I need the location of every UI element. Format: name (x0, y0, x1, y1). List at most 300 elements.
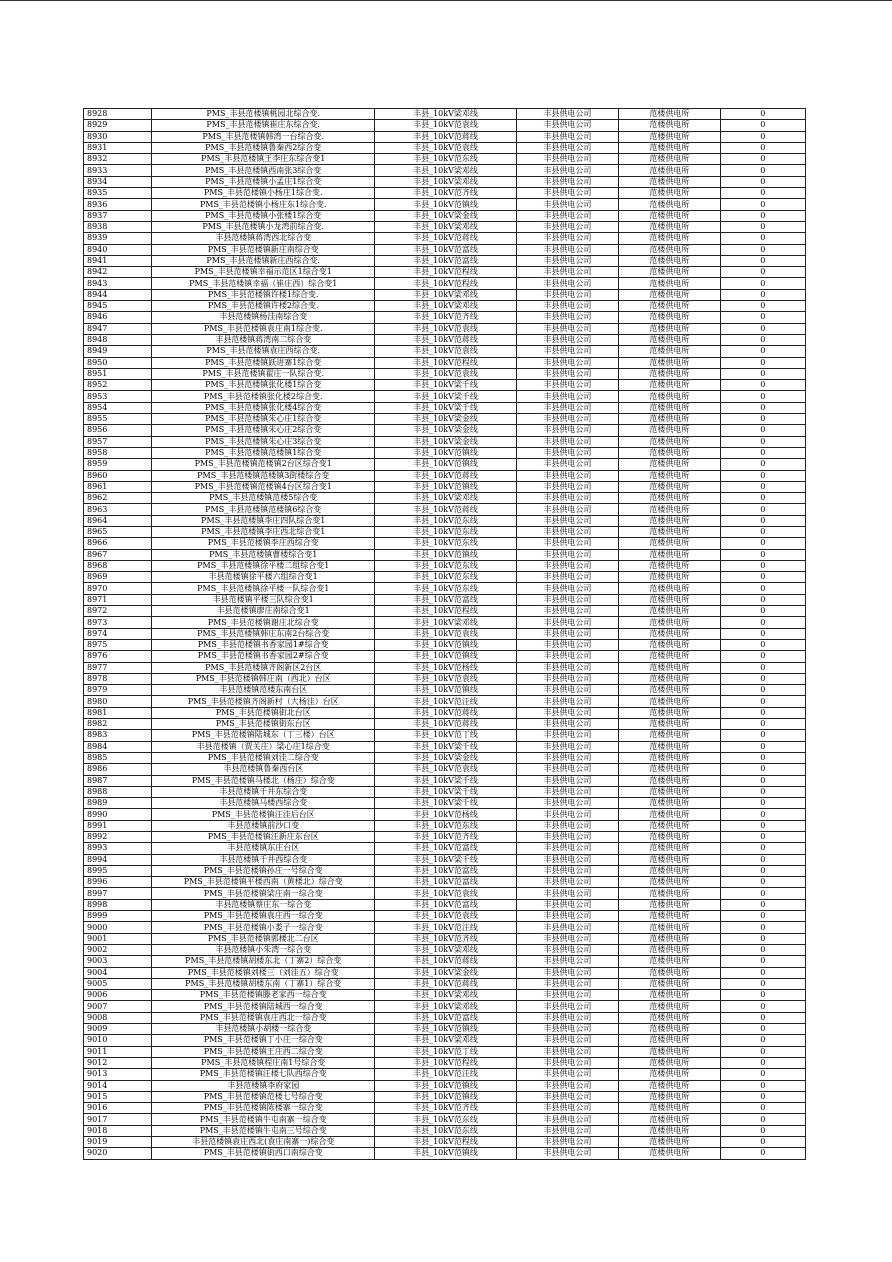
supply-station-cell: 范楼供电所 (619, 278, 721, 289)
station-name-cell: PMS_丰县范楼镇朱心庄1综合变 (152, 414, 375, 425)
station-name-cell: PMS_丰县范楼镇许楼2综合变. (152, 301, 375, 312)
supply-station-cell: 范楼供电所 (619, 696, 721, 707)
station-name-cell: 丰县范楼镇前沙口变 (152, 820, 375, 831)
value-cell: 0 (720, 956, 805, 967)
table-row (84, 1091, 806, 1102)
table-row (84, 1035, 806, 1046)
station-name-cell: PMS_丰县范楼镇范楼镇3街楼综合变 (152, 470, 375, 481)
supply-station-cell: 范楼供电所 (619, 120, 721, 131)
supply-station-cell: 范楼供电所 (619, 334, 721, 345)
feeder-line-cell: 丰县_10kV范蒋线 (375, 334, 516, 345)
feeder-line-cell: 丰县_10kV梁邓线 (375, 990, 516, 1001)
company-cell: 丰县供电公司 (516, 606, 619, 617)
station-name-cell: PMS_丰县范楼镇小杨庄1综合变. (152, 188, 375, 199)
station-name-cell: 丰县范楼镇千井东综合变 (152, 786, 375, 797)
row-id-cell: 8998 (84, 899, 152, 910)
value-cell: 0 (720, 210, 805, 221)
station-name-cell: PMS_丰县范楼镇新庄西综合变. (152, 255, 375, 266)
row-id-cell: 8981 (84, 707, 152, 718)
row-id-cell: 8983 (84, 730, 152, 741)
company-cell: 丰县供电公司 (516, 142, 619, 153)
table-row (84, 154, 806, 165)
company-cell: 丰县供电公司 (516, 673, 619, 684)
station-name-cell: PMS_丰县范楼镇刘楼三（刘洼五）综合变 (152, 967, 375, 978)
company-cell: 丰县供电公司 (516, 267, 619, 278)
table-row (84, 391, 806, 402)
company-cell: 丰县供电公司 (516, 368, 619, 379)
table-row (84, 414, 806, 425)
value-cell: 0 (720, 176, 805, 187)
table-row (84, 142, 806, 153)
feeder-line-cell: 丰县_10kV范镇线 (375, 549, 516, 560)
supply-station-cell: 范楼供电所 (619, 1024, 721, 1035)
feeder-line-cell: 丰县_10kV范富线 (375, 843, 516, 854)
row-id-cell: 8942 (84, 267, 152, 278)
row-id-cell: 8984 (84, 741, 152, 752)
table-row (84, 221, 806, 232)
value-cell: 0 (720, 549, 805, 560)
value-cell: 0 (720, 289, 805, 300)
value-cell: 0 (720, 933, 805, 944)
table-row (84, 752, 806, 763)
feeder-line-cell: 丰县_10kV范镇线 (375, 481, 516, 492)
station-name-cell: PMS_丰县范楼镇李庄四队综合变1 (152, 515, 375, 526)
company-cell: 丰县供电公司 (516, 199, 619, 210)
table-row (84, 583, 806, 594)
value-cell: 0 (720, 1069, 805, 1080)
feeder-line-cell: 丰县_10kV范蒋线 (375, 470, 516, 481)
value-cell: 0 (720, 515, 805, 526)
feeder-line-cell: 丰县_10kV范程线 (375, 606, 516, 617)
value-cell: 0 (720, 832, 805, 843)
company-cell: 丰县供电公司 (516, 560, 619, 571)
table-row (84, 436, 806, 447)
supply-station-cell: 范楼供电所 (619, 154, 721, 165)
row-id-cell: 9016 (84, 1103, 152, 1114)
feeder-line-cell: 丰县_10kV范东线 (375, 154, 516, 165)
value-cell: 0 (720, 639, 805, 650)
station-name-cell: PMS_丰县范楼镇范楼七号综合变 (152, 1091, 375, 1102)
row-id-cell: 8966 (84, 538, 152, 549)
row-id-cell: 8974 (84, 628, 152, 639)
row-id-cell: 8985 (84, 752, 152, 763)
row-id-cell: 9005 (84, 978, 152, 989)
station-name-cell: 丰县范楼镇蒋湾西北综合变 (152, 233, 375, 244)
feeder-line-cell: 丰县_10kV范齐线 (375, 1103, 516, 1114)
supply-station-cell: 范楼供电所 (619, 888, 721, 899)
feeder-line-cell: 丰县_10kV范镇线 (375, 199, 516, 210)
row-id-cell: 8954 (84, 402, 152, 413)
table-row (84, 493, 806, 504)
page-top-rule (0, 0, 892, 1)
table-row (84, 459, 806, 470)
row-id-cell: 8986 (84, 764, 152, 775)
row-id-cell: 8929 (84, 120, 152, 131)
feeder-line-cell: 丰县_10kV范东线 (375, 820, 516, 831)
company-cell: 丰县供电公司 (516, 1137, 619, 1148)
station-name-cell: 丰县范楼镇马楼西综合变 (152, 798, 375, 809)
feeder-line-cell: 丰县_10kV梁金线 (375, 210, 516, 221)
company-cell: 丰县供电公司 (516, 1103, 619, 1114)
station-name-cell: PMS_丰县范楼镇朱心庄3综合变 (152, 436, 375, 447)
company-cell: 丰县供电公司 (516, 255, 619, 266)
company-cell: 丰县供电公司 (516, 990, 619, 1001)
table-row (84, 662, 806, 673)
table-row (84, 447, 806, 458)
supply-station-cell: 范楼供电所 (619, 515, 721, 526)
station-name-cell: PMS_丰县范楼镇小龙湾前综合变. (152, 221, 375, 232)
row-id-cell: 8941 (84, 255, 152, 266)
station-name-cell: PMS_丰县范楼镇袁庄西综合变. (152, 346, 375, 357)
row-id-cell: 8928 (84, 109, 152, 120)
station-name-cell: PMS_丰县范楼镇翟庄一队综合变. (152, 368, 375, 379)
row-id-cell: 8977 (84, 662, 152, 673)
company-cell: 丰县供电公司 (516, 391, 619, 402)
row-id-cell: 8950 (84, 357, 152, 368)
station-name-cell: PMS_丰县范楼镇汪洼后台区 (152, 809, 375, 820)
company-cell: 丰县供电公司 (516, 1035, 619, 1046)
row-id-cell: 9020 (84, 1148, 152, 1159)
row-id-cell: 8951 (84, 368, 152, 379)
value-cell: 0 (720, 854, 805, 865)
table-row (84, 1080, 806, 1091)
row-id-cell: 9008 (84, 1012, 152, 1023)
value-cell: 0 (720, 696, 805, 707)
feeder-line-cell: 丰县_10kV范富线 (375, 865, 516, 876)
table-row (84, 899, 806, 910)
value-cell: 0 (720, 526, 805, 537)
station-name-cell: PMS_丰县范楼镇街东台区 (152, 719, 375, 730)
feeder-line-cell: 丰县_10kV范程线 (375, 357, 516, 368)
supply-station-cell: 范楼供电所 (619, 267, 721, 278)
station-name-cell: 丰县范楼镇小胡楼一综合变 (152, 1024, 375, 1035)
row-id-cell: 8944 (84, 289, 152, 300)
company-cell: 丰县供电公司 (516, 696, 619, 707)
supply-station-cell: 范楼供电所 (619, 221, 721, 232)
table-row (84, 109, 806, 120)
station-name-cell: 丰县范楼镇东庄台区 (152, 843, 375, 854)
row-id-cell: 8936 (84, 199, 152, 210)
station-name-cell: PMS_丰县范楼镇跃进寨1综合变 (152, 357, 375, 368)
supply-station-cell: 范楼供电所 (619, 719, 721, 730)
table-row (84, 933, 806, 944)
supply-station-cell: 范楼供电所 (619, 402, 721, 413)
table-row (84, 730, 806, 741)
company-cell: 丰县供电公司 (516, 944, 619, 955)
row-id-cell: 9010 (84, 1035, 152, 1046)
company-cell: 丰县供电公司 (516, 526, 619, 537)
feeder-line-cell: 丰县_10kV范东线 (375, 1125, 516, 1136)
supply-station-cell: 范楼供电所 (619, 978, 721, 989)
feeder-line-cell: 丰县_10kV范东线 (375, 538, 516, 549)
station-name-cell: PMS_丰县范楼镇胡楼东南（丁寨1）综合变 (152, 978, 375, 989)
value-cell: 0 (720, 560, 805, 571)
value-cell: 0 (720, 131, 805, 142)
table-row (84, 707, 806, 718)
supply-station-cell: 范楼供电所 (619, 447, 721, 458)
table-row (84, 651, 806, 662)
station-name-cell: PMS_丰县范楼镇韩湾一台综合变. (152, 131, 375, 142)
table-row (84, 1103, 806, 1114)
row-id-cell: 9000 (84, 922, 152, 933)
feeder-line-cell: 丰县_10kV范蒋线 (375, 978, 516, 989)
supply-station-cell: 范楼供电所 (619, 662, 721, 673)
value-cell: 0 (720, 662, 805, 673)
feeder-line-cell: 丰县_10kV梁邓线 (375, 617, 516, 628)
station-name-cell: PMS_丰县范楼镇王李庄东综合变1 (152, 154, 375, 165)
company-cell: 丰县供电公司 (516, 798, 619, 809)
value-cell: 0 (720, 922, 805, 933)
company-cell: 丰县供电公司 (516, 233, 619, 244)
station-name-cell: PMS_丰县范楼镇范楼镇1综合变 (152, 447, 375, 458)
company-cell: 丰县供电公司 (516, 662, 619, 673)
value-cell: 0 (720, 820, 805, 831)
row-id-cell: 8999 (84, 911, 152, 922)
row-id-cell: 9019 (84, 1137, 152, 1148)
value-cell: 0 (720, 752, 805, 763)
supply-station-cell: 范楼供电所 (619, 651, 721, 662)
company-cell: 丰县供电公司 (516, 334, 619, 345)
supply-station-cell: 范楼供电所 (619, 436, 721, 447)
supply-station-cell: 范楼供电所 (619, 741, 721, 752)
row-id-cell: 9017 (84, 1114, 152, 1125)
value-cell: 0 (720, 436, 805, 447)
station-name-cell: 丰县范楼镇范楼东南台区 (152, 685, 375, 696)
supply-station-cell: 范楼供电所 (619, 188, 721, 199)
company-cell: 丰县供电公司 (516, 120, 619, 131)
company-cell: 丰县供电公司 (516, 470, 619, 481)
table-row (84, 1012, 806, 1023)
feeder-line-cell: 丰县_10kV范镇线 (375, 459, 516, 470)
feeder-line-cell: 丰县_10kV范汪线 (375, 1069, 516, 1080)
station-name-cell: 丰县范楼镇千井西综合变 (152, 854, 375, 865)
supply-station-cell: 范楼供电所 (619, 583, 721, 594)
supply-station-cell: 范楼供电所 (619, 1148, 721, 1159)
value-cell: 0 (720, 188, 805, 199)
station-name-cell: PMS_丰县范楼镇徐平楼一队综合变1 (152, 583, 375, 594)
feeder-line-cell: 丰县_10kV范程线 (375, 1057, 516, 1068)
row-id-cell: 9006 (84, 990, 152, 1001)
station-name-cell: PMS_丰县范楼镇胡楼东北（丁寨2）综合变 (152, 956, 375, 967)
table-row (84, 594, 806, 605)
supply-station-cell: 范楼供电所 (619, 877, 721, 888)
station-name-cell: PMS_丰县范楼镇韩庄东南2台综合变 (152, 628, 375, 639)
value-cell: 0 (720, 154, 805, 165)
company-cell: 丰县供电公司 (516, 572, 619, 583)
company-cell: 丰县供电公司 (516, 764, 619, 775)
feeder-line-cell: 丰县_10kV梁千线 (375, 741, 516, 752)
table-row (84, 267, 806, 278)
feeder-line-cell: 丰县_10kV范富线 (375, 594, 516, 605)
station-name-cell: 丰县范楼镇杨洼南综合变 (152, 312, 375, 323)
company-cell: 丰县供电公司 (516, 1114, 619, 1125)
station-name-cell: PMS_丰县范楼镇汪新庄东台区 (152, 832, 375, 843)
feeder-line-cell: 丰县_10kV范镇线 (375, 639, 516, 650)
table-row (84, 854, 806, 865)
value-cell: 0 (720, 470, 805, 481)
station-name-cell: 丰县范楼镇袁庄西北(袁庄南寨一)综合变 (152, 1137, 375, 1148)
row-id-cell: 8973 (84, 617, 152, 628)
company-cell: 丰县供电公司 (516, 278, 619, 289)
station-name-cell: PMS_丰县范楼镇范楼镇4台区综合变1 (152, 481, 375, 492)
feeder-line-cell: 丰县_10kV范蒋线 (375, 956, 516, 967)
value-cell: 0 (720, 301, 805, 312)
station-name-cell: PMS_丰县范楼镇马楼北（杨庄）综合变 (152, 775, 375, 786)
row-id-cell: 8940 (84, 244, 152, 255)
table-row (84, 323, 806, 334)
table-row (84, 255, 806, 266)
value-cell: 0 (720, 1012, 805, 1023)
row-id-cell: 9015 (84, 1091, 152, 1102)
table-row (84, 764, 806, 775)
row-id-cell: 9003 (84, 956, 152, 967)
row-id-cell: 8930 (84, 131, 152, 142)
company-cell: 丰县供电公司 (516, 899, 619, 910)
feeder-line-cell: 丰县_10kV范袁线 (375, 142, 516, 153)
row-id-cell: 9009 (84, 1024, 152, 1035)
company-cell: 丰县供电公司 (516, 933, 619, 944)
company-cell: 丰县供电公司 (516, 312, 619, 323)
row-id-cell: 8935 (84, 188, 152, 199)
table-row (84, 832, 806, 843)
row-id-cell: 8947 (84, 323, 152, 334)
company-cell: 丰县供电公司 (516, 176, 619, 187)
value-cell: 0 (720, 967, 805, 978)
feeder-line-cell: 丰县_10kV范富线 (375, 877, 516, 888)
row-id-cell: 8934 (84, 176, 152, 187)
supply-station-cell: 范楼供电所 (619, 730, 721, 741)
feeder-line-cell: 丰县_10kV范齐线 (375, 188, 516, 199)
company-cell: 丰县供电公司 (516, 346, 619, 357)
table-row (84, 1001, 806, 1012)
value-cell: 0 (720, 978, 805, 989)
station-name-cell: PMS_丰县范楼镇李庄西综合变 (152, 538, 375, 549)
table-row (84, 798, 806, 809)
table-row (84, 1024, 806, 1035)
supply-station-cell: 范楼供电所 (619, 289, 721, 300)
row-id-cell: 8972 (84, 606, 152, 617)
value-cell: 0 (720, 391, 805, 402)
supply-station-cell: 范楼供电所 (619, 549, 721, 560)
station-name-cell: PMS_丰县范楼镇袁庄南1综合变. (152, 323, 375, 334)
row-id-cell: 8975 (84, 639, 152, 650)
table-row (84, 515, 806, 526)
station-name-cell: PMS_丰县范楼镇幸福（崔庄西）综合变1 (152, 278, 375, 289)
row-id-cell: 8952 (84, 380, 152, 391)
table-row (84, 176, 806, 187)
station-name-cell: PMS_丰县范楼镇幸福示范区1综合变1 (152, 267, 375, 278)
station-name-cell: PMS_丰县范楼镇小娄子一综合变 (152, 922, 375, 933)
feeder-line-cell: 丰县_10kV范镇线 (375, 1080, 516, 1091)
supply-station-cell: 范楼供电所 (619, 639, 721, 650)
supply-station-cell: 范楼供电所 (619, 572, 721, 583)
feeder-line-cell: 丰县_10kV范东线 (375, 1114, 516, 1125)
company-cell: 丰县供电公司 (516, 594, 619, 605)
supply-station-cell: 范楼供电所 (619, 820, 721, 831)
table-row (84, 188, 806, 199)
station-name-cell: PMS_丰县范楼镇袁庄西一综合变 (152, 911, 375, 922)
feeder-line-cell: 丰县_10kV范镇线 (375, 1148, 516, 1159)
value-cell: 0 (720, 357, 805, 368)
value-cell: 0 (720, 594, 805, 605)
row-id-cell: 8995 (84, 865, 152, 876)
row-id-cell: 9011 (84, 1046, 152, 1057)
supply-station-cell: 范楼供电所 (619, 673, 721, 684)
supply-station-cell: 范楼供电所 (619, 1057, 721, 1068)
value-cell: 0 (720, 402, 805, 413)
feeder-line-cell: 丰县_10kV范程线 (375, 1137, 516, 1148)
feeder-line-cell: 丰县_10kV范袁线 (375, 346, 516, 357)
value-cell: 0 (720, 990, 805, 1001)
company-cell: 丰县供电公司 (516, 651, 619, 662)
table-row (84, 538, 806, 549)
station-name-cell: PMS_丰县范楼镇陆城东（丁三楼）台区 (152, 730, 375, 741)
supply-station-cell: 范楼供电所 (619, 707, 721, 718)
value-cell: 0 (720, 606, 805, 617)
company-cell: 丰县供电公司 (516, 741, 619, 752)
table-row (84, 210, 806, 221)
supply-station-cell: 范楼供电所 (619, 233, 721, 244)
station-name-cell: 丰县范楼镇蒋湾南二综合变 (152, 334, 375, 345)
station-name-cell: PMS_丰县范楼镇小孟庄1综合变 (152, 176, 375, 187)
table-row (84, 944, 806, 955)
company-cell: 丰县供电公司 (516, 1057, 619, 1068)
supply-station-cell: 范楼供电所 (619, 1080, 721, 1091)
value-cell: 0 (720, 199, 805, 210)
company-cell: 丰县供电公司 (516, 447, 619, 458)
table-row (84, 809, 806, 820)
row-id-cell: 8991 (84, 820, 152, 831)
feeder-line-cell: 丰县_10kV梁邓线 (375, 221, 516, 232)
table-row (84, 786, 806, 797)
value-cell: 0 (720, 798, 805, 809)
station-name-cell: PMS_丰县范楼镇程庄南1号综合变 (152, 1057, 375, 1068)
supply-station-cell: 范楼供电所 (619, 142, 721, 153)
company-cell: 丰县供电公司 (516, 425, 619, 436)
feeder-line-cell: 丰县_10kV范镇线 (375, 685, 516, 696)
row-id-cell: 8996 (84, 877, 152, 888)
company-cell: 丰县供电公司 (516, 459, 619, 470)
station-name-cell: PMS_丰县范楼镇牛屯南寨一综合变 (152, 1114, 375, 1125)
value-cell: 0 (720, 414, 805, 425)
supply-station-cell: 范楼供电所 (619, 1137, 721, 1148)
row-id-cell: 8957 (84, 436, 152, 447)
station-name-cell: PMS_丰县范楼镇齐阁新区2台区 (152, 662, 375, 673)
row-id-cell: 8938 (84, 221, 152, 232)
feeder-line-cell: 丰县_10kV范富线 (375, 899, 516, 910)
feeder-line-cell: 丰县_10kV范镇线 (375, 651, 516, 662)
company-cell: 丰县供电公司 (516, 1125, 619, 1136)
table-row (84, 301, 806, 312)
row-id-cell: 8955 (84, 414, 152, 425)
table-row (84, 346, 806, 357)
row-id-cell: 8992 (84, 832, 152, 843)
supply-station-cell: 范楼供电所 (619, 606, 721, 617)
feeder-line-cell: 丰县_10kV范齐线 (375, 312, 516, 323)
supply-station-cell: 范楼供电所 (619, 357, 721, 368)
supply-station-cell: 范楼供电所 (619, 798, 721, 809)
company-cell: 丰县供电公司 (516, 583, 619, 594)
station-name-cell: PMS_丰县范楼镇汪楼七队西综合变 (152, 1069, 375, 1080)
station-name-cell: 丰县范楼镇小朱湾一综合变 (152, 944, 375, 955)
feeder-line-cell: 丰县_10kV梁金线 (375, 752, 516, 763)
table-row (84, 165, 806, 176)
feeder-line-cell: 丰县_10kV梁邓线 (375, 301, 516, 312)
supply-station-cell: 范楼供电所 (619, 210, 721, 221)
row-id-cell: 9001 (84, 933, 152, 944)
row-id-cell: 9002 (84, 944, 152, 955)
supply-station-cell: 范楼供电所 (619, 109, 721, 120)
